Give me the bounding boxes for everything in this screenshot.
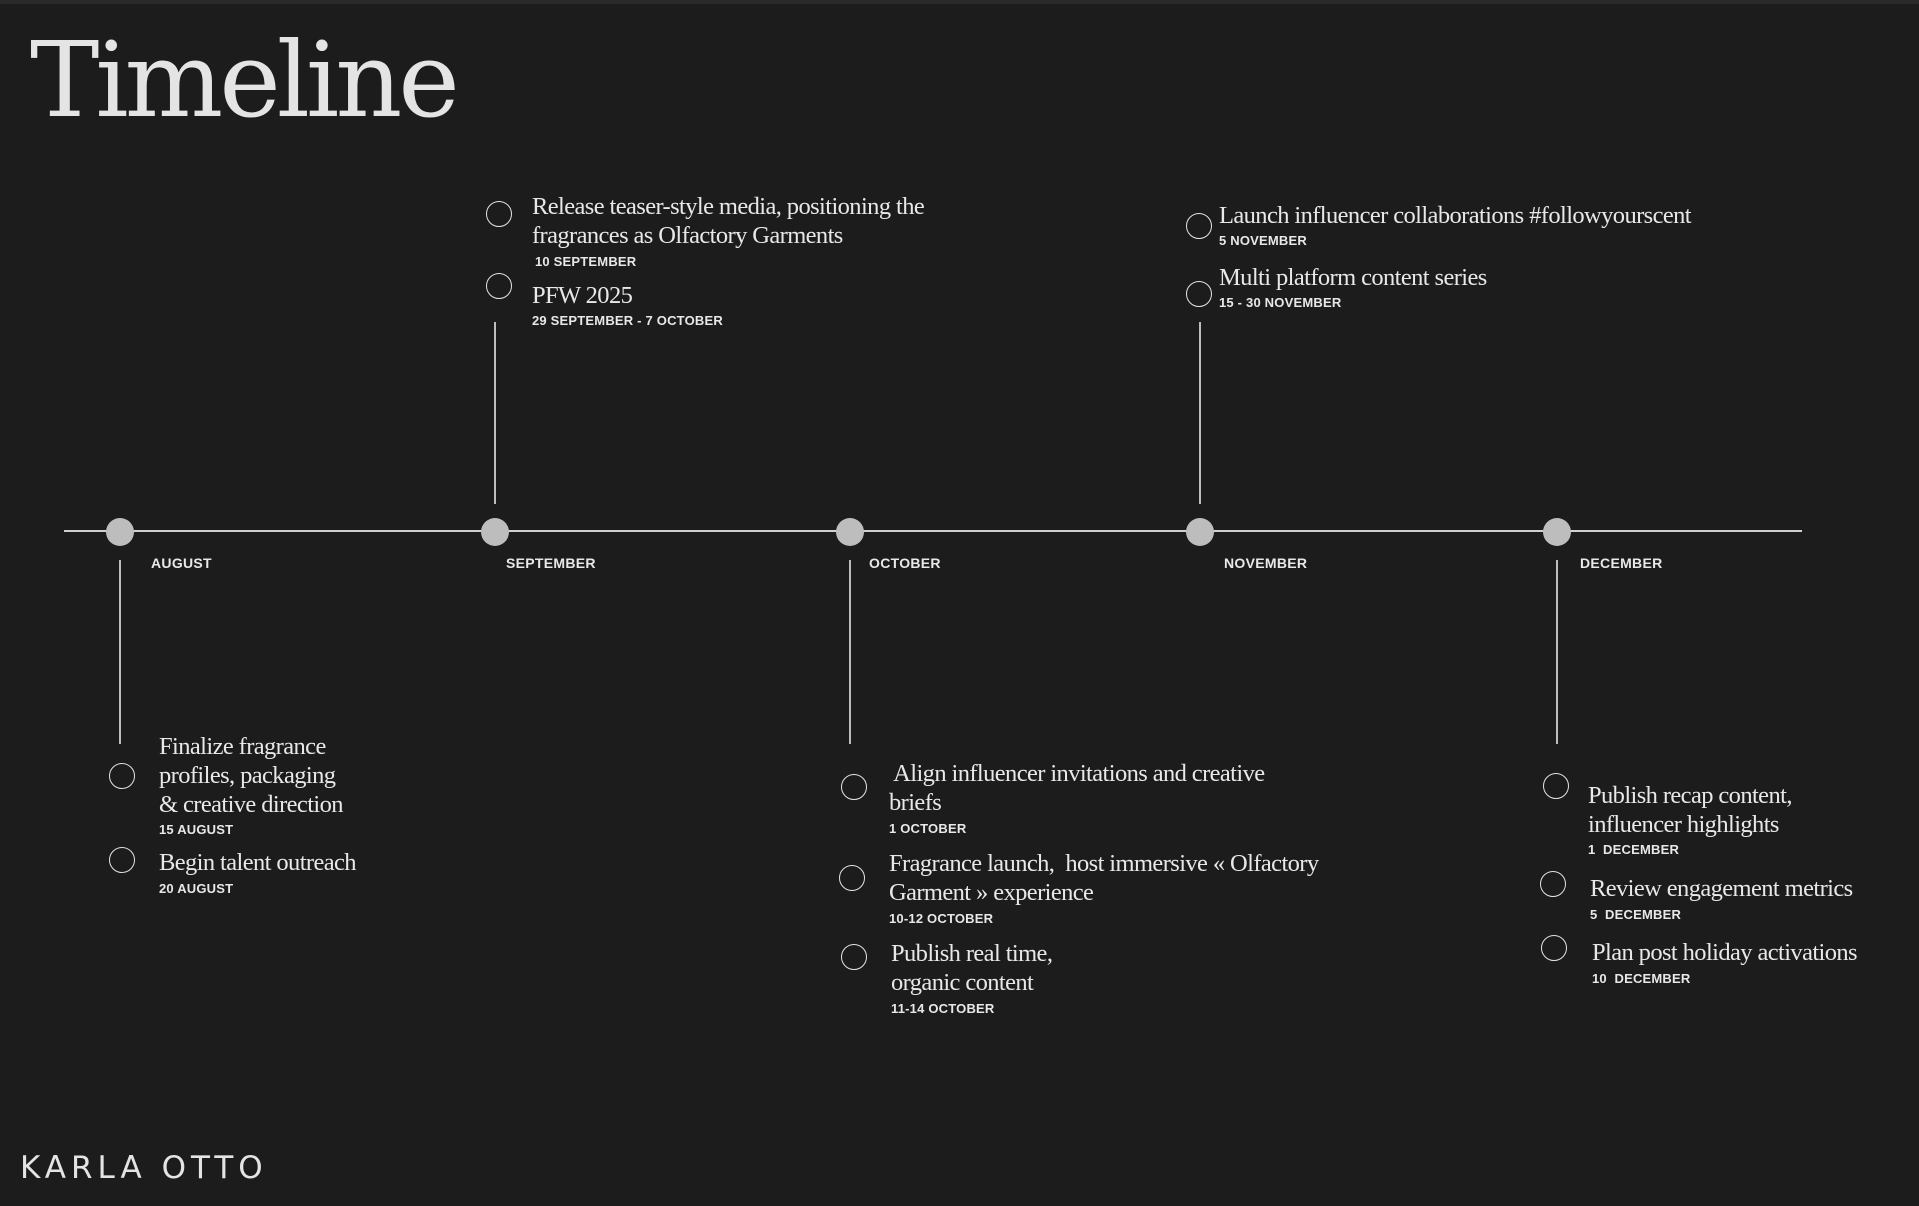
event-sep-pfw: PFW 2025: [532, 282, 633, 309]
event-oct-publish: Publish real time, organic content: [891, 940, 1053, 996]
event-date: 10 DECEMBER: [1592, 971, 1691, 986]
event-dec-recap: Publish recap content, influencer highlights: [1588, 782, 1792, 838]
event-dec-plan: Plan post holiday activations: [1592, 939, 1857, 966]
connector-september: [494, 322, 496, 504]
month-label-august: AUGUST: [151, 555, 212, 571]
month-marker-november: [1186, 518, 1214, 546]
event-date: 29 SEPTEMBER - 7 OCTOBER: [532, 313, 723, 328]
month-label-december: DECEMBER: [1580, 555, 1663, 571]
event-marker-icon: [109, 847, 135, 873]
event-marker-icon: [1541, 935, 1567, 961]
event-date: 10-12 OCTOBER: [889, 911, 994, 926]
event-marker-icon: [486, 201, 512, 227]
event-marker-icon: [486, 273, 512, 299]
event-dec-review: Review engagement metrics: [1590, 875, 1853, 902]
event-marker-icon: [1186, 213, 1212, 239]
event-marker-icon: [1543, 773, 1569, 799]
month-marker-september: [481, 518, 509, 546]
event-aug-finalize: Finalize fragrance profiles, packaging & creative direction: [159, 733, 343, 818]
event-date: 5 NOVEMBER: [1219, 233, 1307, 248]
event-marker-icon: [841, 944, 867, 970]
event-marker-icon: [841, 774, 867, 800]
timeline-axis: [64, 530, 1802, 532]
event-oct-launch: Fragrance launch, host immersive « Olfactory Garment » experience: [889, 850, 1319, 906]
event-marker-icon: [1186, 281, 1212, 307]
event-aug-talent: Begin talent outreach: [159, 849, 356, 876]
connector-november: [1199, 322, 1201, 504]
event-nov-influencer: Launch influencer collaborations #followyourscent: [1219, 202, 1692, 229]
event-date: 1 OCTOBER: [889, 821, 967, 836]
connector-october: [849, 560, 851, 744]
event-date: 10 SEPTEMBER: [535, 254, 637, 269]
month-label-november: NOVEMBER: [1224, 555, 1308, 571]
event-date: 11-14 OCTOBER: [891, 1001, 995, 1016]
brand-logo: KARLA OTTO: [20, 1150, 268, 1186]
event-nov-content: Multi platform content series: [1219, 264, 1487, 291]
top-border: [0, 0, 1919, 4]
event-date: 5 DECEMBER: [1590, 907, 1682, 922]
event-date: 15 AUGUST: [159, 822, 234, 837]
page-title: Timeline: [30, 19, 456, 141]
event-oct-align: Align influencer invitations and creative briefs: [889, 760, 1265, 816]
month-label-september: SEPTEMBER: [506, 555, 596, 571]
event-date: 20 AUGUST: [159, 881, 234, 896]
month-marker-december: [1543, 518, 1571, 546]
month-marker-october: [836, 518, 864, 546]
connector-december: [1556, 560, 1558, 744]
event-marker-icon: [1540, 871, 1566, 897]
event-date: 1 DECEMBER: [1588, 842, 1680, 857]
connector-august: [119, 560, 121, 744]
month-marker-august: [106, 518, 134, 546]
event-date: 15 - 30 NOVEMBER: [1219, 295, 1342, 310]
month-label-october: OCTOBER: [869, 555, 941, 571]
event-marker-icon: [109, 763, 135, 789]
event-marker-icon: [839, 865, 865, 891]
event-sep-teaser: Release teaser-style media, positioning the fragrances as Olfactory Garments: [532, 193, 925, 249]
